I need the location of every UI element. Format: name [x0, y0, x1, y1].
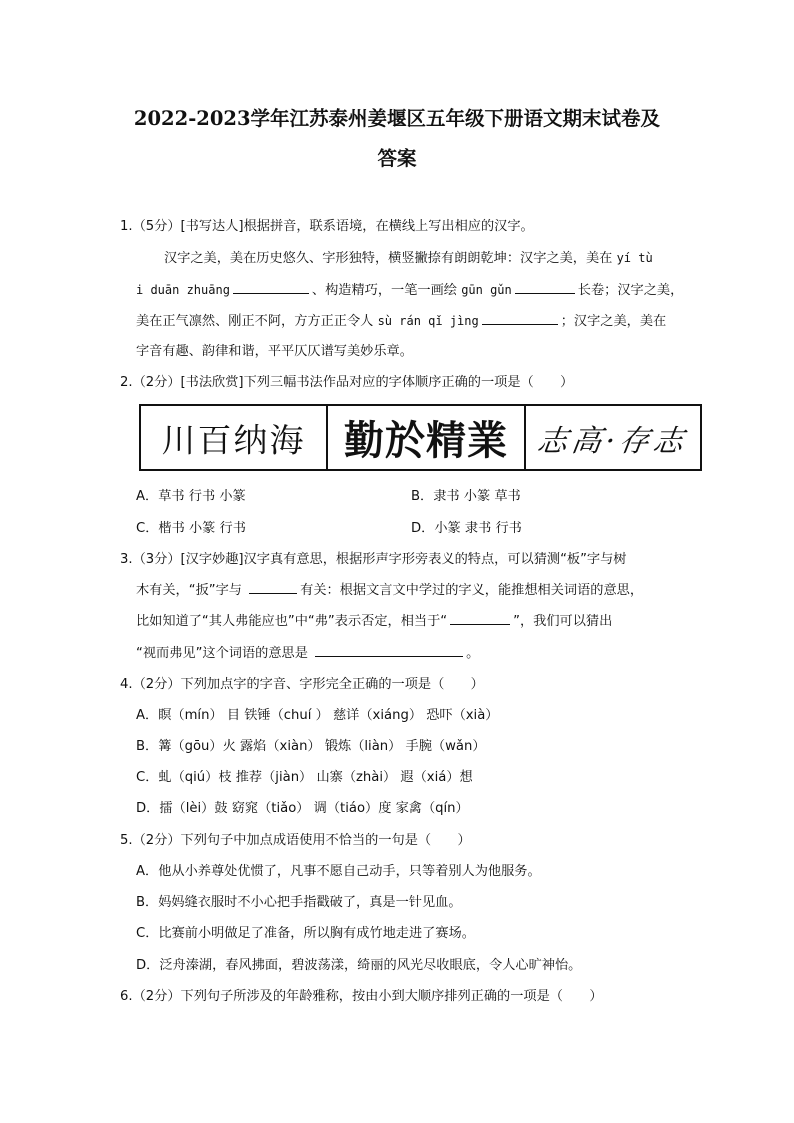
q5-option-b: B．妈妈缝衣服时不小心把手指戳破了，真是一针见血。 [136, 895, 462, 910]
q2-stem: 2.（2分）[书法欣赏]下列三幅书法作品对应的字体顺序正确的一项是（ ） [120, 375, 574, 390]
q1-answer-blank1[interactable] [233, 279, 309, 294]
q1-text1: 汉字之美，美在历史悠久、字形独特，横竖撇捺有朗朗乾坤：汉字之美，美在 [164, 251, 617, 266]
calligraphy-image-strip [139, 404, 702, 471]
q4-option-d: D．擂（lèi）鼓 窈窕（tiǎo） 调（tiáo）度 家禽（qín） [136, 801, 469, 816]
exam-title-line2: 答案 [377, 147, 417, 170]
q4-option-c: C．虬（qiú）枝 推荐（jiàn） 山寨（zhài） 遐（xiá）想 [136, 770, 473, 785]
q6-stem: 6.（2分）下列句子所涉及的年龄雅称，按由小到大顺序排列正确的一项是（ ） [120, 989, 603, 1004]
q1-answer-blank2[interactable] [515, 279, 575, 294]
calligraphy-panel-3 [526, 406, 700, 469]
q1-pinyin3: gūn gǔn [461, 283, 512, 297]
q5-option-d: D．泛舟溱湖，春风拂面，碧波荡漾，绮丽的风光尽收眼底，令人心旷神怡。 [136, 958, 582, 973]
q3-text3a: 比如知道了“其人弗能应也”中“弗”表示否定，相当于“ [136, 614, 448, 629]
q2-option-d: D．小篆 隶书 行书 [411, 521, 522, 536]
calligraphy-panel-1 [141, 406, 328, 469]
q4-option-b: B．篝（gōu）火 露焰（xiàn） 锻炼（liàn） 手腕（wǎn） [136, 739, 486, 754]
q3-answer-blank1[interactable] [249, 579, 297, 594]
q1-text3a: 美在正气凛然、刚正不阿，方方正正令人 [136, 314, 378, 329]
q2-option-c: C．楷书 小篆 行书 [136, 521, 246, 536]
q4-option-a: A．瞑（mín） 目 铁锤（chuí ） 慈详（xiáng） 恐吓（xià） [136, 708, 499, 723]
exam-title: 2022-2023学年江苏泰州姜堰区五年级下册语文期末试卷及 [133, 107, 661, 130]
calligraphy-panel-2 [328, 406, 526, 469]
q1-line3 [136, 309, 666, 334]
q1-line1 [164, 246, 653, 271]
q5-stem: 5.（2分）下列句子中加点成语使用不恰当的一句是（ ） [120, 833, 471, 848]
q3-text2a: 木有关，“扳”字与 [136, 583, 247, 598]
q3-answer-blank2[interactable] [450, 610, 510, 625]
q1-text2b: 长卷；汉字之美， [577, 283, 684, 298]
q1-pinyin2: i duān zhuāng [136, 283, 230, 297]
q2-option-a: A．草书 行书 小篆 [136, 489, 246, 504]
calligraphy-text-1: 川百纳海 [161, 421, 306, 460]
q1-pinyin1: yí tù [616, 251, 653, 265]
q2-option-b: B．隶书 小篆 草书 [411, 489, 521, 504]
q3-line1: 3.（3分）[汉字妙趣]汉字真有意思，根据形声字形旁表义的特点，可以猜测“板”字与树 [120, 552, 627, 567]
q3-line2 [136, 579, 643, 603]
q3-line4 [136, 642, 479, 666]
calligraphy-text-3: 志高·存志 [535, 423, 690, 459]
q3-text2b: 有关：根据文言文中学过的字义，能推想相关词语的意思， [300, 583, 644, 598]
q1-pinyin4: sù rán qǐ jìng [377, 314, 479, 328]
q1-line2 [136, 278, 683, 303]
calligraphy-text-2: 勤於精業 [344, 417, 508, 464]
q1-text3b: ；汉字之美，美在 [560, 314, 667, 329]
q1-line4: 字音有趣、韵律和谐，平平仄仄谱写美妙乐章。 [136, 344, 413, 359]
q1-answer-blank3[interactable] [482, 310, 558, 325]
q4-stem: 4.（2分）下列加点字的字音、字形完全正确的一项是（ ） [120, 677, 484, 692]
q5-option-a: A．他从小养尊处优惯了，凡事不愿自己动手，只等着别人为他服务。 [136, 864, 541, 879]
q3-line3 [136, 610, 612, 634]
q1-text2a: 、构造精巧，一笔一画绘 [311, 283, 462, 298]
q5-option-c: C．比赛前小明做足了准备，所以胸有成竹地走进了赛场。 [136, 926, 475, 941]
q3-text3b: ”，我们可以猜出 [513, 614, 613, 629]
q3-text4b: 。 [466, 646, 480, 661]
q3-answer-blank3[interactable] [315, 642, 463, 657]
q3-text4a: “视而弗见”这个词语的意思是 [136, 646, 313, 661]
q1-stem: 1.（5分）[书写达人]根据拼音，联系语境，在横线上写出相应的汉字。 [120, 219, 534, 234]
